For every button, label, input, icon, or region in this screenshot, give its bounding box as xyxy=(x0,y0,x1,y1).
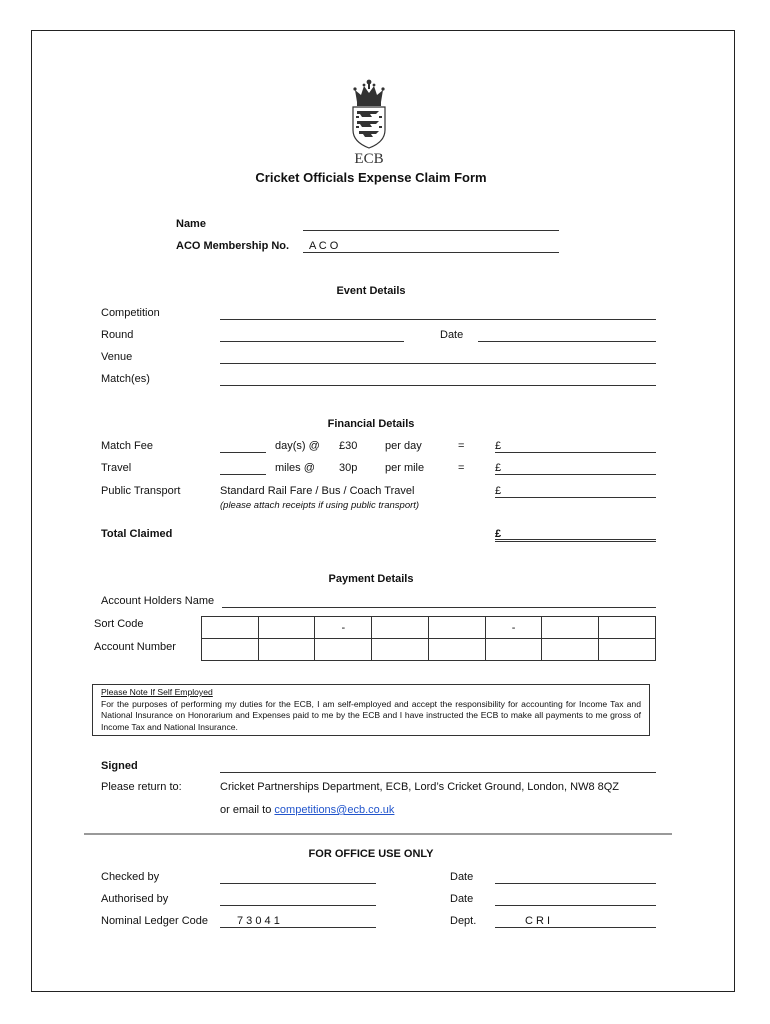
note-heading: Please Note If Self Employed xyxy=(101,687,213,697)
public-transport-currency: £ xyxy=(495,485,502,497)
event-date-label: Date xyxy=(440,329,464,341)
account-number-box[interactable] xyxy=(315,639,372,661)
ecb-crest-logo xyxy=(344,78,394,164)
note-body: For the purposes of performing my duties for the ECB, I am self-employed and accept the responsibility for accounting for Income Tax and National Insurance on Honorarium and Expenses paid to me by the ECB and I have instructed the ECB to make all payments to me gross of Income Tax and National Insurance. xyxy=(101,698,641,732)
round-field[interactable] xyxy=(220,341,404,342)
payment-details-heading: Payment Details xyxy=(328,573,414,585)
account-holder-label: Account Holders Name xyxy=(101,595,215,607)
checked-date-label: Date xyxy=(450,871,474,883)
bank-details-grid xyxy=(201,616,656,661)
match-fee-amount-field[interactable] xyxy=(495,452,656,453)
aco-field[interactable] xyxy=(303,252,559,253)
sort-code-box[interactable] xyxy=(372,617,429,639)
match-fee-rate: £30 xyxy=(339,440,358,452)
venue-field[interactable] xyxy=(220,363,656,364)
travel-per: per mile xyxy=(385,462,425,474)
travel-currency: £ xyxy=(495,462,502,474)
public-transport-label: Public Transport xyxy=(101,485,181,497)
sort-code-label: Sort Code xyxy=(94,618,144,630)
total-currency: £ xyxy=(495,528,502,540)
ledger-code-label: Nominal Ledger Code xyxy=(101,915,209,927)
aco-value: A C O xyxy=(309,240,339,252)
account-number-box[interactable] xyxy=(372,639,429,661)
account-number-box[interactable] xyxy=(599,639,656,661)
authorised-by-label: Authorised by xyxy=(101,893,169,905)
account-holder-field[interactable] xyxy=(222,607,656,608)
financial-details-heading: Financial Details xyxy=(327,418,415,430)
round-label: Round xyxy=(101,329,134,341)
self-employed-note xyxy=(92,684,650,736)
email-line xyxy=(220,804,394,816)
return-label: Please return to: xyxy=(101,781,182,793)
public-transport-amount-field[interactable] xyxy=(495,497,656,498)
account-number-box[interactable] xyxy=(428,639,485,661)
matches-label: Match(es) xyxy=(101,373,150,385)
event-details-heading: Event Details xyxy=(336,285,406,297)
office-use-heading: FOR OFFICE USE ONLY xyxy=(308,848,434,860)
signature-field[interactable] xyxy=(220,772,656,773)
sort-code-row xyxy=(202,617,656,639)
logo-text: ECB xyxy=(354,151,384,164)
sort-code-box[interactable] xyxy=(428,617,485,639)
checked-by-label: Checked by xyxy=(101,871,160,883)
account-number-row xyxy=(202,639,656,661)
authorised-date-field[interactable] xyxy=(495,905,656,906)
competition-field[interactable] xyxy=(220,319,656,320)
return-address: Cricket Partnerships Department, ECB, Lord’s Cricket Ground, London, NW8 8QZ xyxy=(220,781,620,793)
form-title: Cricket Officials Expense Claim Form xyxy=(255,170,487,185)
match-fee-equals: = xyxy=(458,440,465,452)
venue-label: Venue xyxy=(101,351,133,363)
ledger-code-value: 7 3 0 4 1 xyxy=(237,915,280,927)
travel-equals: = xyxy=(458,462,465,474)
account-number-box[interactable] xyxy=(258,639,315,661)
travel-miles-field[interactable] xyxy=(220,474,266,475)
authorised-date-label: Date xyxy=(450,893,474,905)
email-link[interactable]: competitions@ecb.co.uk xyxy=(274,804,395,816)
dept-value: C R I xyxy=(525,915,551,927)
aco-label: ACO Membership No. xyxy=(176,240,290,252)
competition-label: Competition xyxy=(101,307,160,319)
dept-label: Dept. xyxy=(450,915,477,927)
checked-by-field[interactable] xyxy=(220,883,376,884)
public-transport-desc: Standard Rail Fare / Bus / Coach Travel xyxy=(220,485,415,497)
account-number-box[interactable] xyxy=(485,639,542,661)
match-fee-days-field[interactable] xyxy=(220,452,266,453)
travel-rate: 30p xyxy=(339,462,358,474)
sort-code-box[interactable] xyxy=(202,617,259,639)
match-fee-currency: £ xyxy=(495,440,502,452)
event-date-field[interactable] xyxy=(478,341,656,342)
public-transport-note: (please attach receipts if using public transport) xyxy=(220,500,420,511)
matches-field[interactable] xyxy=(220,385,656,386)
match-fee-unit: day(s) @ xyxy=(275,440,320,452)
name-label: Name xyxy=(176,218,206,230)
ledger-code-field[interactable] xyxy=(220,927,376,928)
signed-label: Signed xyxy=(101,760,138,772)
total-amount-field[interactable] xyxy=(495,539,656,540)
sort-code-box[interactable] xyxy=(599,617,656,639)
authorised-by-field[interactable] xyxy=(220,905,376,906)
name-field[interactable] xyxy=(303,230,559,231)
checked-date-field[interactable] xyxy=(495,883,656,884)
travel-amount-field[interactable] xyxy=(495,474,656,475)
email-prefix: or email to xyxy=(220,804,272,816)
account-number-box[interactable] xyxy=(542,639,599,661)
sort-code-box[interactable] xyxy=(258,617,315,639)
match-fee-label: Match Fee xyxy=(101,440,153,452)
total-double-underline xyxy=(495,541,656,542)
travel-label: Travel xyxy=(101,462,132,474)
sort-code-box[interactable] xyxy=(542,617,599,639)
dept-field[interactable] xyxy=(495,927,656,928)
sort-code-separator: - xyxy=(315,617,372,639)
office-divider xyxy=(84,833,672,835)
account-number-box[interactable] xyxy=(202,639,259,661)
total-claimed-label: Total Claimed xyxy=(101,528,173,540)
match-fee-per: per day xyxy=(385,440,422,452)
travel-unit: miles @ xyxy=(275,462,315,474)
account-number-label: Account Number xyxy=(94,641,176,653)
sort-code-separator: - xyxy=(485,617,542,639)
